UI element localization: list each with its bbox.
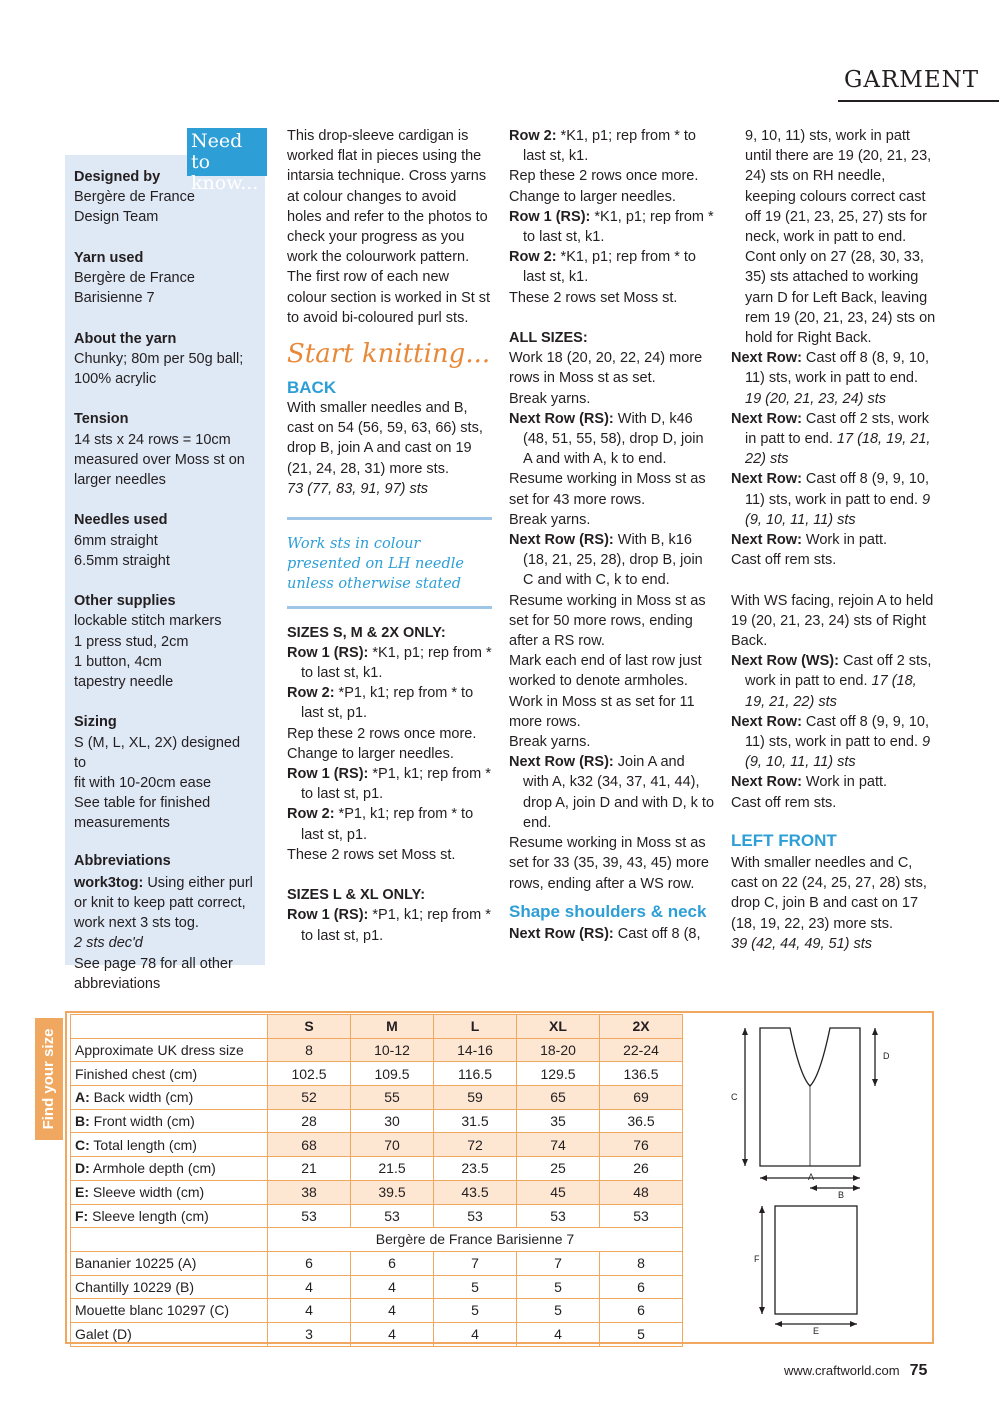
table-cell: 22-24 (600, 1038, 683, 1062)
table-cell: 55 (351, 1086, 434, 1110)
row-label: F: Sleeve length (cm) (71, 1204, 268, 1228)
yarn-row (71, 1322, 683, 1346)
row-text: *K1, p1; rep from * to last st, k1. (301, 644, 492, 682)
size-header: L (434, 1015, 517, 1039)
row-label: Row 2: (287, 685, 335, 702)
instruction-text: Break yarns. (509, 734, 591, 751)
row-text: *P1, k1; rep from * to last st, p1. (301, 766, 491, 803)
supplies-heading: Other supplies (74, 593, 176, 610)
table-cell: 18-20 (517, 1038, 600, 1062)
instruction-text: Resume working in Moss st as set for 43 more rows. (509, 471, 706, 508)
table-cell: 35 (517, 1109, 600, 1133)
about-yarn-line: 100% acrylic (74, 371, 157, 387)
table-cell: 4 (517, 1322, 600, 1346)
page-number: 75 (909, 1362, 928, 1379)
table-cell: 7 (517, 1251, 600, 1275)
abbreviation-term: work3tog: (74, 874, 144, 891)
row-label: B: Front width (cm) (71, 1109, 268, 1133)
table-cell: 21 (268, 1157, 351, 1181)
table-cell: 53 (600, 1204, 683, 1228)
table-cell: 21.5 (351, 1157, 434, 1181)
row-text: Cast off 8 (9, 9, 10, 11) sts, work in patt to end. (745, 471, 929, 508)
supplies-line: 1 button, 4cm (74, 653, 162, 670)
pattern-row (509, 924, 714, 944)
row-label: Next Row: (731, 774, 802, 791)
yarn-heading: Bergère de France Barisienne 7 (268, 1228, 683, 1252)
yarn-used-heading: Yarn used (74, 249, 144, 266)
instruction-text: With WS facing, rejoin A to held 19 (20, 21, 23, 24) sts of Right Back. (731, 592, 934, 650)
table-cell: 4 (268, 1275, 351, 1299)
supplies-line: lockable stitch markers (74, 613, 222, 630)
designed-by-line: Design Team (74, 209, 159, 226)
sizes-sm2x-heading: SIZES S, M & 2X ONLY: (287, 624, 446, 641)
size-table (70, 1014, 683, 1347)
left-front-heading: LEFT FRONT (731, 830, 837, 850)
sleeve-outline (775, 1206, 857, 1314)
table-cell: 53 (517, 1204, 600, 1228)
table-cell: 43.5 (434, 1180, 517, 1204)
table-cell: 10-12 (351, 1038, 434, 1062)
table-cell: 6 (351, 1251, 434, 1275)
pattern-row (509, 126, 714, 166)
table-cell: 45 (517, 1180, 600, 1204)
table-row (71, 1133, 683, 1157)
pattern-row (287, 905, 492, 945)
row-text: *K1, p1; rep from * to last st, k1. (523, 208, 714, 246)
table-cell: 5 (517, 1299, 600, 1323)
pattern-row (731, 348, 936, 409)
table-cell: 28 (268, 1109, 351, 1133)
arrow-head (760, 1175, 767, 1181)
stitch-count: 17 (18, 19, 21, 22) sts (745, 431, 931, 468)
label-d: D (883, 1051, 890, 1061)
intro-text: This drop-sleeve cardigan is worked flat in pieces using the intarsia technique. Cross yarns at colour changes to avoid holes and refer to the photos to check your progress as you work the colourwork pattern. The first row of each new colour section is worked in St st to avoid bi-coloured purl sts. (287, 128, 491, 326)
table-cell: 25 (517, 1157, 600, 1181)
label-e: E (813, 1326, 820, 1336)
supplies-line: 1 press stud, 2cm (74, 633, 189, 650)
needles-line: 6mm straight (74, 532, 158, 549)
table-cell: 30 (351, 1109, 434, 1133)
pattern-column-3 (731, 126, 936, 954)
row-label: Next Row (RS): (509, 925, 614, 942)
sizing-line: See table for finished (74, 795, 211, 812)
pattern-row (731, 651, 936, 712)
arrow-head (759, 1206, 765, 1213)
yarn-label: Mouette blanc 10297 (C) (71, 1299, 268, 1323)
table-row (71, 1204, 683, 1228)
row-label: Next Row: (731, 532, 802, 549)
start-knitting-heading: Start knitting... (287, 339, 491, 370)
need-to-know-panel (65, 155, 265, 992)
row-label: Row 2: (509, 128, 557, 144)
row-label: C: Total length (cm) (71, 1133, 268, 1157)
row-text: Cast off 2 sts, work in patt to end. (745, 410, 929, 448)
yarn-row (71, 1275, 683, 1299)
tension-line: larger needles (74, 472, 166, 488)
row-label: Row 1 (RS): (287, 766, 369, 783)
row-text: Cast off 2 sts, work in patt to end. (745, 653, 932, 690)
abbreviation-def: Using either purl or knit to keep patt correct, work next 3 sts tog. (74, 874, 253, 932)
find-your-size-label: Find your size (39, 1028, 57, 1130)
table-cell: 4 (351, 1322, 434, 1346)
pattern-row (731, 772, 936, 792)
stitch-count: 19 (20, 21, 23, 24) sts (745, 390, 887, 407)
sizes-lxl-heading: SIZES L & XL ONLY: (287, 887, 426, 904)
table-cell: 8 (268, 1038, 351, 1062)
row-label: Next Row: (731, 471, 802, 488)
tension-line: 14 sts x 24 rows = 10cm (74, 431, 231, 448)
pattern-row (287, 804, 492, 844)
table-cell: 53 (268, 1204, 351, 1228)
tension-line: measured over Moss st on (74, 451, 245, 468)
table-header-cell (71, 1015, 268, 1039)
table-cell: 53 (351, 1204, 434, 1228)
table-cell: 76 (600, 1133, 683, 1157)
row-label: Next Row: (731, 350, 802, 367)
repeat-text: Rep these 2 rows once more. (287, 725, 477, 742)
table-cell: 4 (351, 1275, 434, 1299)
supplies-line: tapestry needle (74, 674, 174, 690)
table-cell: 109.5 (351, 1062, 434, 1086)
row-text: *P1, k1; rep from * to last st, p1. (301, 806, 474, 843)
row-label: E: Sleeve width (cm) (71, 1180, 268, 1204)
stitch-count: 9 (9, 10, 11, 11) sts (745, 491, 931, 528)
shape-shoulders-heading: Shape shoulders & neck (509, 901, 707, 921)
row-label: Finished chest (cm) (71, 1062, 268, 1086)
arrow-head (810, 1185, 817, 1191)
stitch-count: 39 (42, 44, 49, 51) sts (731, 935, 873, 952)
label-c: C (731, 1092, 738, 1102)
row-label: Approximate UK dress size (71, 1038, 268, 1062)
table-cell: 36.5 (600, 1109, 683, 1133)
table-cell: 6 (600, 1299, 683, 1323)
table-cell: 102.5 (268, 1062, 351, 1086)
designed-by-heading: Designed by (74, 169, 161, 185)
pattern-row (731, 409, 936, 470)
find-your-size-tab (35, 1018, 63, 1140)
table-row (71, 1062, 683, 1086)
set-text: These 2 rows set Moss st. (287, 846, 456, 863)
instruction-text: Cast off rem sts. (731, 794, 837, 811)
all-sizes-heading: ALL SIZES: (509, 330, 588, 347)
page-footer (784, 1361, 927, 1381)
arrow-head (872, 1028, 878, 1035)
instruction-text: Break yarns. (509, 511, 591, 528)
need-to-know-tab: Need to know... (187, 128, 267, 176)
table-cell: 6 (268, 1251, 351, 1275)
instruction-text: Break yarns. (509, 390, 591, 407)
divider (287, 606, 492, 609)
sizing-line: S (M, L, XL, 2X) designed to (74, 734, 241, 771)
abbreviation-dec: 2 sts dec'd (74, 935, 143, 952)
arrow-head (742, 1028, 748, 1035)
pattern-column-2 (509, 126, 714, 944)
size-header: 2X (600, 1015, 683, 1039)
table-cell: 129.5 (517, 1062, 600, 1086)
arrow-head (742, 1159, 748, 1166)
table-row (71, 1038, 683, 1062)
instruction-text: Resume working in Moss st as set for 33 (35, 39, 43, 45) more rows, ending after a WS row. (509, 835, 709, 892)
table-cell: 3 (268, 1322, 351, 1346)
table-row (71, 1086, 683, 1110)
needles-line: 6.5mm straight (74, 552, 170, 569)
row-label: Row 1 (RS): (287, 644, 369, 661)
yarn-label: Chantilly 10229 (B) (71, 1275, 268, 1299)
row-text: *P1, k1; rep from * to last st, p1. (301, 907, 491, 944)
row-label: Next Row: (731, 410, 802, 427)
back-count: 73 (77, 83, 91, 97) sts (287, 480, 429, 497)
row-label: Next Row (WS): (731, 653, 839, 670)
pattern-row (731, 530, 936, 550)
table-cell: 38 (268, 1180, 351, 1204)
table-cell: 4 (351, 1299, 434, 1323)
pattern-row (287, 643, 492, 683)
row-label: Row 2: (287, 806, 335, 823)
row-label: Next Row (RS): (509, 754, 614, 771)
abbreviation-entry (74, 873, 256, 934)
sizing-heading: Sizing (74, 714, 117, 731)
table-cell: 23.5 (434, 1157, 517, 1181)
arrow-head (853, 1175, 860, 1181)
table-cell: 39.5 (351, 1180, 434, 1204)
yarn-label: Bananier 10225 (A) (71, 1251, 268, 1275)
table-cell: 31.5 (434, 1109, 517, 1133)
set-text: These 2 rows set Moss st. (509, 289, 678, 306)
yarn-row (71, 1299, 683, 1323)
size-header: S (268, 1015, 351, 1039)
table-cell: 48 (600, 1180, 683, 1204)
change-text: Change to larger needles. (287, 745, 454, 762)
instruction-text: With smaller needles and C, cast on 22 (24, 25, 27, 28) sts, drop C, join B and cast on 17 (18, 19, 22, 23) more sts. (731, 854, 927, 932)
row-label: Row 2: (509, 249, 557, 266)
table-cell (71, 1228, 268, 1252)
footer-url[interactable]: www.craftworld.com (784, 1363, 900, 1378)
table-cell: 6 (600, 1275, 683, 1299)
table-cell: 26 (600, 1157, 683, 1181)
table-cell: 69 (600, 1086, 683, 1110)
yarn-row (71, 1251, 683, 1275)
table-header-row (71, 1015, 683, 1039)
pattern-row (509, 207, 714, 247)
section-title: GARMENT (844, 67, 980, 93)
instruction-text: Mark each end of last row just worked to denote armholes. (509, 653, 702, 690)
table-cell: 4 (268, 1299, 351, 1323)
abbreviation-see: See page 78 for all other abbreviations (74, 955, 233, 992)
arrow-head (872, 1079, 878, 1086)
arrow-head (775, 1321, 782, 1327)
row-label: Row 1 (RS): (509, 208, 591, 225)
arrow-head (853, 1185, 860, 1191)
pattern-column-1 (287, 126, 492, 946)
about-yarn-line: Chunky; 80m per 50g ball; (74, 350, 244, 367)
divider (287, 517, 492, 520)
pattern-row (287, 764, 492, 804)
table-cell: 59 (434, 1086, 517, 1110)
table-cell: 68 (268, 1133, 351, 1157)
row-label: D: Armhole depth (cm) (71, 1157, 268, 1181)
sizing-line: measurements (74, 815, 170, 832)
arrow-head (759, 1307, 765, 1314)
table-cell: 74 (517, 1133, 600, 1157)
pattern-row (509, 247, 714, 287)
needles-heading: Needles used (74, 512, 168, 529)
repeat-text: Rep these 2 rows once more. (509, 168, 699, 185)
pattern-row (509, 409, 714, 470)
instruction-text: Cast off rem sts. (731, 552, 837, 569)
table-cell: 7 (434, 1251, 517, 1275)
table-cell: 52 (268, 1086, 351, 1110)
table-cell: 4 (434, 1322, 517, 1346)
row-text: *K1, p1; rep from * to last st, k1. (523, 128, 696, 165)
row-text: With D, k46 (48, 51, 55, 58), drop D, join A and with A, k to end. (523, 410, 704, 468)
table-cell: 53 (434, 1204, 517, 1228)
row-text: Work in patt. (801, 532, 888, 549)
pattern-row (509, 752, 714, 833)
about-yarn-heading: About the yarn (74, 330, 177, 347)
row-text: Cast off 8 (8, (613, 925, 701, 942)
table-cell: 5 (600, 1322, 683, 1346)
pattern-row (731, 469, 936, 530)
instruction-text: 9, 10, 11) sts, work in patt until there are 19 (20, 21, 23, 24) sts on RH needle, keeping colours correct cast off 19 (21, 23, 25, 27) sts for neck, work in patt to end. Cont only on 27 (28, 30, 33, 35) sts attached to working yarn D for Left Back, leaving rem 19 (20, 21, 23, 24) sts on hold for Right Back. (745, 128, 936, 347)
colour-note: Work sts in colour presented on LH needle unless otherwise stated (287, 536, 465, 593)
label-a: A (808, 1172, 815, 1182)
size-header: M (351, 1015, 434, 1039)
table-cell: 5 (434, 1275, 517, 1299)
change-text: Change to larger needles. (509, 188, 676, 205)
label-f: F (754, 1254, 760, 1264)
row-label: Next Row (RS): (509, 410, 614, 427)
instruction-text: Work 18 (20, 20, 22, 24) more rows in Moss st as set. (509, 350, 703, 387)
table-cell: 136.5 (600, 1062, 683, 1086)
row-text: *P1, k1; rep from * to last st, p1. (301, 685, 474, 722)
back-heading: BACK (287, 378, 337, 398)
row-text: Work in patt. (801, 774, 888, 791)
row-text: Join A and with A, k32 (34, 37, 41, 44), drop A, join D and with D, k to end. (523, 754, 715, 831)
tension-heading: Tension (74, 411, 129, 428)
size-header: XL (517, 1015, 600, 1039)
pattern-row (287, 683, 492, 723)
table-row (71, 1109, 683, 1133)
yarn-label: Galet (D) (71, 1322, 268, 1346)
row-text: With B, k16 (18, 21, 25, 28), drop B, join C and with C, k to end. (523, 532, 703, 589)
table-cell: 65 (517, 1086, 600, 1110)
instruction-text: Work in Moss st as set for 11 more rows. (509, 693, 695, 730)
pattern-row (731, 712, 936, 773)
back-text: With smaller needles and B, cast on 54 (56, 59, 63, 66) sts, drop B, join A and cast on 19 (21, 24, 28, 31) more sts. (287, 400, 483, 477)
row-text: Cast off 8 (8, 9, 10, 11) sts, work in patt to end. (745, 350, 929, 387)
table-cell: 14-16 (434, 1038, 517, 1062)
table-cell: 70 (351, 1133, 434, 1157)
yarn-used-line: Bergère de France (74, 270, 195, 286)
yarn-heading-row (71, 1228, 683, 1252)
designed-by-line: Bergère de France (74, 189, 195, 206)
sizing-line: fit with 10-20cm ease (74, 775, 212, 791)
table-cell: 5 (517, 1275, 600, 1299)
garment-schematic (690, 1016, 930, 1344)
pattern-row (509, 530, 714, 591)
row-label: A: Back width (cm) (71, 1086, 268, 1110)
stitch-count: 9 (9, 10, 11, 11) sts (745, 734, 931, 771)
table-cell: 72 (434, 1133, 517, 1157)
row-label: Next Row (RS): (509, 532, 614, 549)
instruction-text: Resume working in Moss st as set for 50 more rows, ending after a RS row. (509, 592, 706, 650)
row-label: Next Row: (731, 713, 802, 730)
table-cell: 5 (434, 1299, 517, 1323)
row-text: Cast off 8 (9, 9, 10, 11) sts, work in patt to end. (745, 713, 929, 751)
table-cell: 116.5 (434, 1062, 517, 1086)
stitch-count: 17 (18, 19, 21, 22) sts (745, 673, 917, 710)
table-cell: 8 (600, 1251, 683, 1275)
abbreviations-heading: Abbreviations (74, 852, 171, 869)
row-label: Row 1 (RS): (287, 907, 369, 924)
arrow-head (850, 1321, 857, 1327)
yarn-used-line: Barisienne 7 (74, 290, 155, 307)
table-row (71, 1180, 683, 1204)
label-b: B (838, 1190, 845, 1200)
table-row (71, 1157, 683, 1181)
section-header (838, 67, 999, 102)
row-text: *K1, p1; rep from * to last st, k1. (523, 249, 696, 286)
